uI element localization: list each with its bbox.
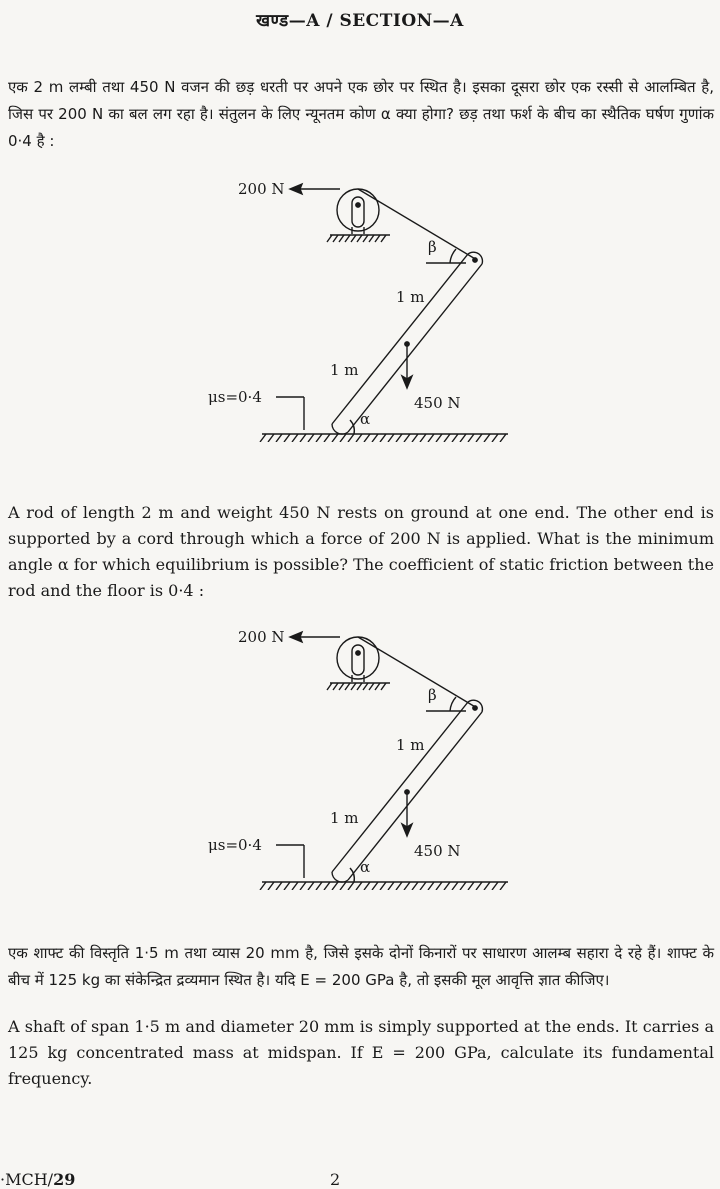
mu-label: μs=0·4 — [208, 388, 262, 406]
lower-length-label: 1 m — [330, 361, 359, 379]
beta-label: β — [428, 686, 437, 704]
force-label: 200 N — [238, 628, 285, 646]
alpha-label: α — [360, 410, 371, 428]
weight-label: 450 N — [414, 842, 461, 860]
question-1-hindi: एक 2 m लम्बी तथा 450 N वजन की छड़ धरती पर अपने एक छोर पर स्थित है। इसका दूसरा छोर एक रस्सी से आलम्बित है, जिस पर 200 N का बल लग रहा है। संतुलन के लिए न्यूनतम कोण α क्या होगा? छड़ तथा फर्श के बीच का स्थैतिक घर्षण गुणांक 0·4 है : — [8, 78, 714, 150]
upper-length-label: 1 m — [396, 288, 425, 306]
beta-label: β — [428, 238, 437, 256]
mu-label: μs=0·4 — [208, 836, 262, 854]
question-1-english: A rod of length 2 m and weight 450 N rests on ground at one end. The other end is supported by a cord through which a force of 200 N is applied. What is the minimum angle α for which equilibrium is possible? The coefficient of static friction between the rod and the floor is 0·4 : — [8, 503, 714, 600]
lower-length-label: 1 m — [330, 809, 359, 827]
paper-code: ·MCH/29 — [0, 1170, 76, 1189]
rod-diagram-2 — [190, 620, 530, 890]
section-heading: खण्ड—A / SECTION—A — [256, 11, 464, 31]
weight-label: 450 N — [414, 394, 461, 412]
alpha-label: α — [360, 858, 371, 876]
question-2-english: A shaft of span 1·5 m and diameter 20 mm is simply supported at the ends. It carries a 125 kg concentrated mass at midspan. If E = 200 GPa, calculate its fundamental frequency. — [8, 1017, 714, 1088]
question-2-hindi: एक शाफ्ट की विस्तृति 1·5 m तथा व्यास 20 mm है, जिसे इसके दोनों किनारों पर साधारण आलम्ब सहारा दे रहे हैं। शाफ्ट के बीच में 125 kg का संकेन्द्रित द्रव्यमान स्थित है। यदि E = 200 GPa है, तो इसकी मूल आवृत्ति ज्ञात कीजिए। — [8, 944, 714, 989]
upper-length-label: 1 m — [396, 736, 425, 754]
page-number: 2 — [330, 1170, 341, 1189]
rod-diagram-1 — [190, 172, 530, 442]
force-label: 200 N — [238, 180, 285, 198]
